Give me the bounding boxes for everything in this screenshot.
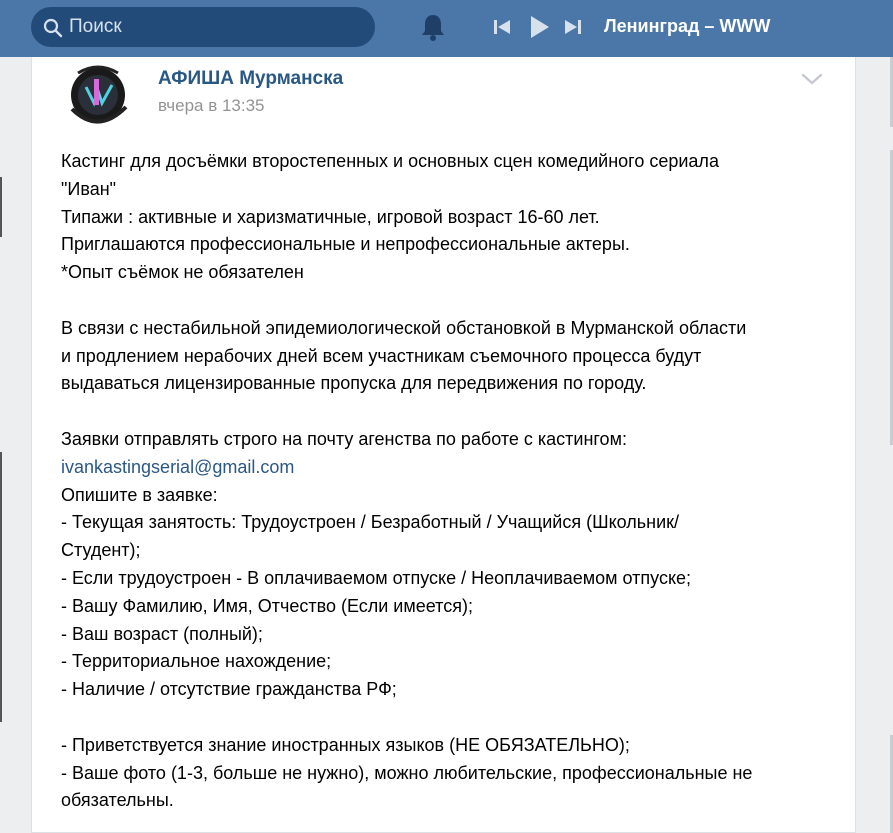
post-text-line: Заявки отправлять строго на почту агенства по работе с кастингом: <box>61 428 627 449</box>
post-text-line: - Приветствуется знание иностранных языков (НЕ ОБЯЗАТЕЛЬНО); <box>61 734 630 755</box>
post-text-line: - Текущая занятость: Трудоустроен / Безработный / Учащийся (Школьник/ <box>61 512 680 533</box>
post-text-line: - Ваше фото (1-3, больше не нужно), можно любительские, профессиональные не <box>61 762 753 783</box>
post-text-line: Студент); <box>61 540 141 561</box>
post-text <box>61 148 841 815</box>
post-text-line: - Наличие / отсутствие гражданства РФ; <box>61 679 397 700</box>
chevron-down-icon[interactable] <box>800 70 824 88</box>
previous-track-icon[interactable] <box>493 17 511 37</box>
left-edge-segment <box>0 177 2 237</box>
post-text-line: и продлением нерабочих дней всем участникам съемочного процесса будут <box>61 345 702 366</box>
play-icon[interactable] <box>527 15 551 39</box>
now-playing-track[interactable]: Ленинград – WWW <box>604 16 771 36</box>
post-text-line: Типажи : активные и харизматичные, игровой возраст 16-60 лет. <box>61 206 600 227</box>
left-edge-strip <box>0 57 6 833</box>
post-author-link[interactable]: АФИША Мурманска <box>158 68 344 89</box>
post-date-link[interactable]: вчера в 13:35 <box>158 96 265 115</box>
post-text-line: - Ваш возраст (полный); <box>61 623 263 644</box>
post-text-line: - Если трудоустроен - В оплачиваемом отпуске / Неоплачиваемом отпуске; <box>61 567 692 588</box>
search-icon <box>43 18 63 38</box>
post-text-line: обязательны. <box>61 790 174 811</box>
left-edge-segment <box>0 452 2 722</box>
post-text-line: выдаваться лицензированные пропуска для передвижения по городу. <box>61 373 647 394</box>
email-link[interactable]: ivankastingserial@gmail.com <box>61 456 295 477</box>
next-track-icon[interactable] <box>564 17 582 37</box>
post-text-line: Опишите в заявке: <box>61 484 218 505</box>
top-navigation-bar <box>0 0 893 57</box>
post-text-line: - Территориальное нахождение; <box>61 651 332 672</box>
post-text-line: Кастинг для досъёмки второстепенных и основных сцен комедийного сериала <box>61 151 719 171</box>
post-text-line: *Опыт съёмок не обязателен <box>61 262 304 283</box>
post-text-line: Приглашаются профессиональные и непрофессиональные актеры. <box>61 234 630 255</box>
post-text-line: - Вашу Фамилию, Имя, Отчество (Если имеется); <box>61 595 473 616</box>
afisha-murmansk-logo-avatar[interactable] <box>60 57 136 133</box>
blank-line <box>61 287 841 315</box>
blank-line <box>61 704 841 732</box>
post-text-line: В связи с нестабильной эпидемиологической обстановкой в Мурманской области <box>61 317 747 338</box>
notifications-bell-icon[interactable] <box>419 12 447 42</box>
post-text-line: "Иван" <box>61 178 117 199</box>
search-input[interactable] <box>69 7 365 47</box>
blank-line <box>61 398 841 426</box>
search-box[interactable] <box>31 7 375 47</box>
